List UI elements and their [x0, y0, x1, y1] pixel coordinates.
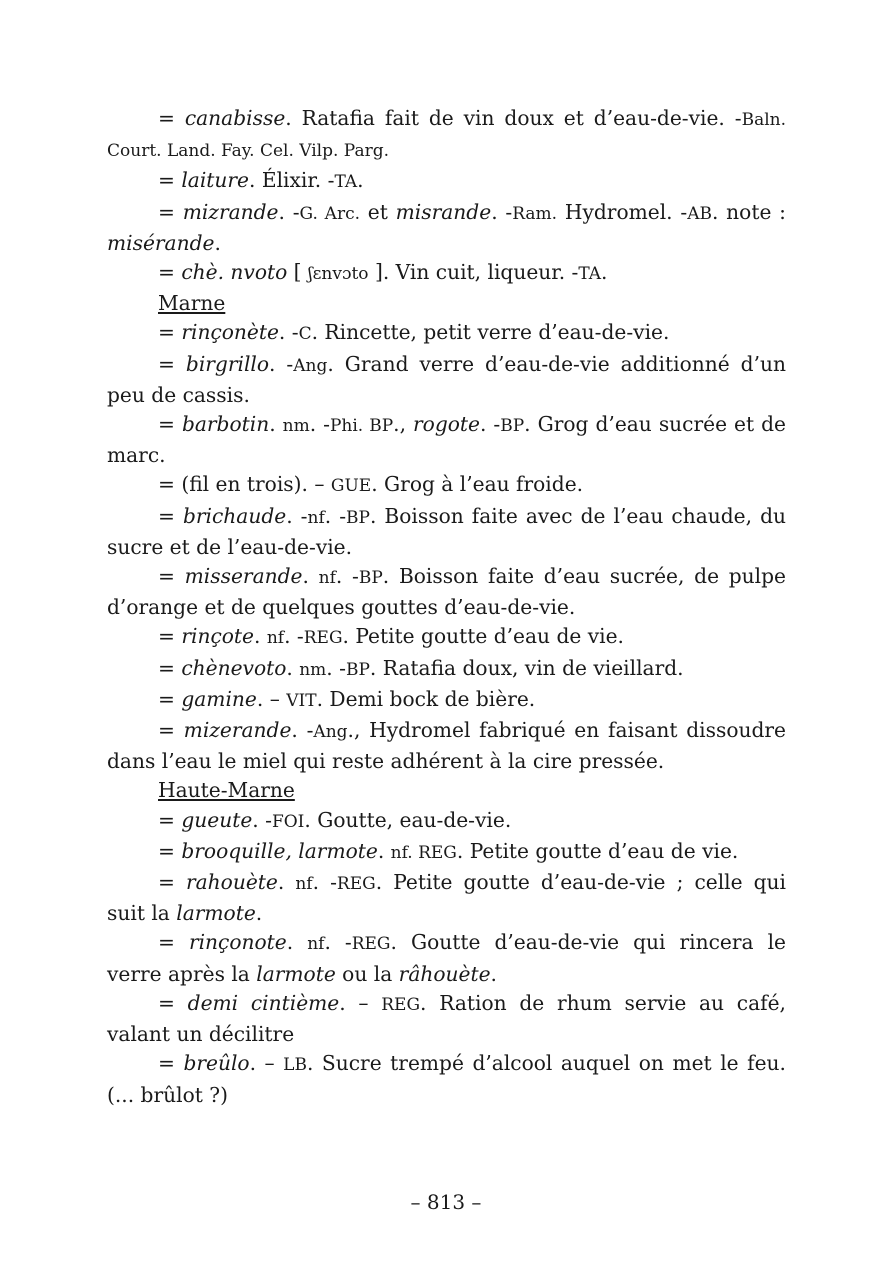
dictionary-entry	[107, 654, 786, 685]
entry-text: . –	[339, 990, 382, 1015]
entry-text: =	[158, 320, 182, 345]
headword: mizrande	[182, 199, 279, 224]
headword: brichaude	[182, 503, 287, 528]
entry-text: Hydromel. -	[557, 199, 688, 224]
entry-text: . -	[335, 564, 359, 589]
entry-text: =	[158, 624, 182, 649]
source-abbrev: nm	[282, 416, 310, 437]
entry-text: . Rincette, petit verre d’eau-de-vie.	[311, 320, 670, 345]
entry-text: .,	[393, 412, 414, 437]
entry-text: . -	[291, 718, 314, 743]
headword: rinçote	[181, 624, 254, 649]
entry-text: . -	[252, 807, 272, 832]
dictionary-entry	[107, 837, 786, 868]
entry-text: =	[158, 564, 185, 589]
page-number: – 813 –	[410, 1190, 482, 1214]
entry-text: et	[360, 199, 396, 224]
entry-text: . –	[249, 1051, 284, 1076]
source-abbrev: BP	[358, 568, 383, 589]
entry-text: =	[158, 686, 182, 711]
entry-text: = (fil en trois). –	[158, 472, 331, 497]
entry-text: =	[158, 1051, 184, 1076]
headword: misrande	[395, 199, 492, 224]
dictionary-entry	[107, 410, 786, 470]
headword: gueute	[181, 807, 253, 832]
entry-text: . Goutte d’eau-de-vie qui rincera le verre après la	[107, 930, 786, 986]
entry-text: . Grog d’eau sucrée et de marc.	[107, 412, 786, 468]
dictionary-entry	[107, 258, 786, 289]
entry-text: .	[253, 624, 267, 649]
source-abbrev: Baln. Court. Land. Fay. Cel. Vilp. Parg.	[107, 110, 786, 162]
headword: chènevoto	[181, 655, 287, 680]
source-abbrev: nf. REG	[390, 842, 457, 863]
source-abbrev: nf	[266, 628, 285, 649]
headword: canabisse	[184, 106, 286, 130]
dictionary-entry	[107, 868, 786, 928]
entry-text: .	[255, 901, 263, 926]
entry-text: . Petite goutte d’eau de vie.	[456, 838, 739, 863]
headword: misserande	[184, 564, 303, 589]
headword: mizerande	[183, 718, 292, 743]
dictionary-entry	[107, 502, 786, 562]
source-abbrev: G. Arc.	[299, 203, 361, 224]
headword: laiture	[181, 168, 250, 193]
source-abbrev: LB	[283, 1055, 307, 1076]
source-abbrev: BP	[345, 659, 370, 680]
entry-text: . -	[312, 870, 337, 895]
entry-text: =	[158, 168, 182, 193]
entry-text: . -	[326, 655, 346, 680]
source-abbrev: nf	[318, 568, 336, 589]
entry-text: . Sucre trempé d’alcool auquel on met le feu. (... brûlot ?)	[107, 1051, 786, 1107]
entry-text: . Demi bock de bière.	[316, 686, 536, 711]
headword: demi cintième	[187, 990, 340, 1015]
dictionary-entry	[107, 470, 786, 501]
entry-text: . Ratafia fait de vin doux et d’eau-de-vie. -	[285, 106, 742, 130]
entry-text: =	[158, 503, 183, 528]
source-abbrev: C	[298, 324, 312, 345]
dictionary-entry	[107, 622, 786, 653]
headword: rogote	[413, 412, 480, 437]
entry-text: ou la	[335, 961, 399, 986]
source-abbrev: nm	[299, 659, 327, 680]
entry-text: =	[158, 106, 185, 130]
entry-text: . –	[256, 686, 287, 711]
entry-text: . Goutte, eau-de-vie.	[304, 807, 512, 832]
entry-text: . Boisson faite avec de l’eau chaude, du sucre et de l’eau-de-vie.	[107, 503, 786, 559]
entry-text: [	[287, 260, 308, 285]
entry-text: . Élixir. -	[249, 168, 335, 193]
dictionary-entry	[107, 1049, 786, 1109]
entry-text: .	[377, 838, 391, 863]
source-abbrev: BP	[500, 416, 525, 437]
entry-text: =	[158, 838, 182, 863]
entry-text: . -	[309, 412, 330, 437]
entry-text: .	[302, 564, 319, 589]
dictionary-entry	[107, 716, 786, 776]
section-heading: Haute-Marne	[158, 778, 295, 803]
entry-text: .	[601, 260, 608, 285]
source-abbrev: FOI	[271, 811, 305, 832]
headword: larmote	[176, 901, 256, 926]
entry-text: . -	[479, 412, 501, 437]
entry-text: =	[158, 807, 182, 832]
entry-text: =	[158, 351, 186, 376]
entry-text: ]. Vin cuit, liqueur. -	[368, 260, 579, 285]
entry-text: . note :	[711, 199, 786, 224]
dictionary-entry	[107, 166, 786, 197]
entry-text: .	[214, 230, 221, 255]
source-abbrev: TA	[578, 264, 602, 285]
dictionary-entry	[107, 318, 786, 349]
entry-text: . Ratafia doux, vin de vieillard.	[369, 655, 684, 680]
dictionary-entry	[107, 928, 786, 988]
dictionary-entry	[107, 806, 786, 837]
entry-text: .	[357, 168, 364, 193]
source-abbrev: nf	[307, 507, 325, 528]
headword: gamine	[181, 686, 257, 711]
headword: breûlo	[183, 1051, 250, 1076]
source-abbrev: nf	[307, 934, 325, 955]
source-abbrev: REG	[336, 874, 376, 895]
dictionary-entry	[107, 198, 786, 258]
entry-text: . Petite goutte d’eau de vie.	[342, 624, 624, 649]
entry-text: . -	[491, 199, 513, 224]
entry-text: . -	[278, 199, 300, 224]
entry-text: =	[158, 870, 186, 895]
entry-text: =	[158, 412, 182, 437]
entry-text: . -	[324, 503, 347, 528]
entry-text: . -	[278, 320, 299, 345]
entry-text: =	[158, 655, 182, 680]
headword: larmote	[256, 961, 336, 986]
entry-text: . -	[286, 503, 308, 528]
source-abbrev: AB	[687, 203, 712, 224]
entry-text: =	[158, 930, 189, 955]
dictionary-entry	[107, 685, 786, 716]
source-abbrev: TA	[334, 172, 358, 193]
entry-text: .	[286, 930, 308, 955]
section-heading: Marne	[158, 291, 226, 316]
entry-text: . -	[324, 930, 352, 955]
source-abbrev: REG	[351, 934, 391, 955]
dictionary-entry	[107, 989, 786, 1049]
entry-text: .	[277, 870, 296, 895]
source-abbrev: VIT	[286, 690, 317, 711]
entry-text: . Petite goutte d’eau-de-vie ; celle qui suit la	[107, 870, 787, 926]
source-abbrev: REG	[303, 628, 343, 649]
entry-text: ., Hydromel fabriqué en faisant dissoudre dans l’eau le miel qui reste adhérent à la cire pressée.	[107, 718, 787, 774]
dictionary-entry	[107, 104, 786, 166]
headword: rinçonète	[181, 320, 279, 345]
dictionary-entry	[107, 350, 786, 410]
headword: barbotin	[181, 412, 270, 437]
entry-text: . Grand verre d’eau-de-vie additionné d’un peu de cassis.	[107, 351, 786, 407]
source-abbrev: ʃɛnvɔto	[307, 264, 369, 285]
headword: rahouète	[186, 870, 278, 895]
entry-text: =	[158, 718, 184, 743]
entry-text: . -	[284, 624, 304, 649]
source-abbrev: Ram.	[512, 203, 558, 224]
headword: chè. nvoto	[181, 260, 288, 285]
entry-text: . -	[269, 351, 294, 376]
entry-text: . Ration de rhum servie au café, valant un décilitre	[107, 990, 786, 1047]
entry-text: .	[269, 412, 283, 437]
entry-text: .	[490, 961, 497, 986]
source-abbrev: BP	[346, 507, 370, 528]
dictionary-entry	[107, 562, 786, 622]
headword: rinçonote	[188, 930, 287, 955]
headword: râhouète	[398, 961, 491, 986]
source-abbrev: REG	[381, 994, 421, 1015]
entry-text: =	[158, 199, 183, 224]
source-abbrev: GUE	[330, 476, 372, 497]
entry-text: =	[158, 260, 182, 285]
page-body	[107, 104, 786, 1110]
entry-text: .	[286, 655, 300, 680]
entry-text: . Grog à l’eau froide.	[371, 472, 584, 497]
entry-text: . Boisson faite d’eau sucrée, de pulpe d’orange et de quelques gouttes d’eau-de-vie.	[107, 564, 786, 620]
headword: birgrillo	[185, 351, 270, 376]
entry-text: =	[158, 990, 188, 1015]
source-abbrev: Ang	[293, 355, 328, 376]
headword: brooquille, larmote	[181, 838, 378, 863]
source-abbrev: nf	[295, 874, 313, 895]
headword: misérande	[107, 230, 215, 255]
source-abbrev: Ang	[313, 722, 348, 743]
source-abbrev: Phi. BP	[329, 416, 394, 437]
